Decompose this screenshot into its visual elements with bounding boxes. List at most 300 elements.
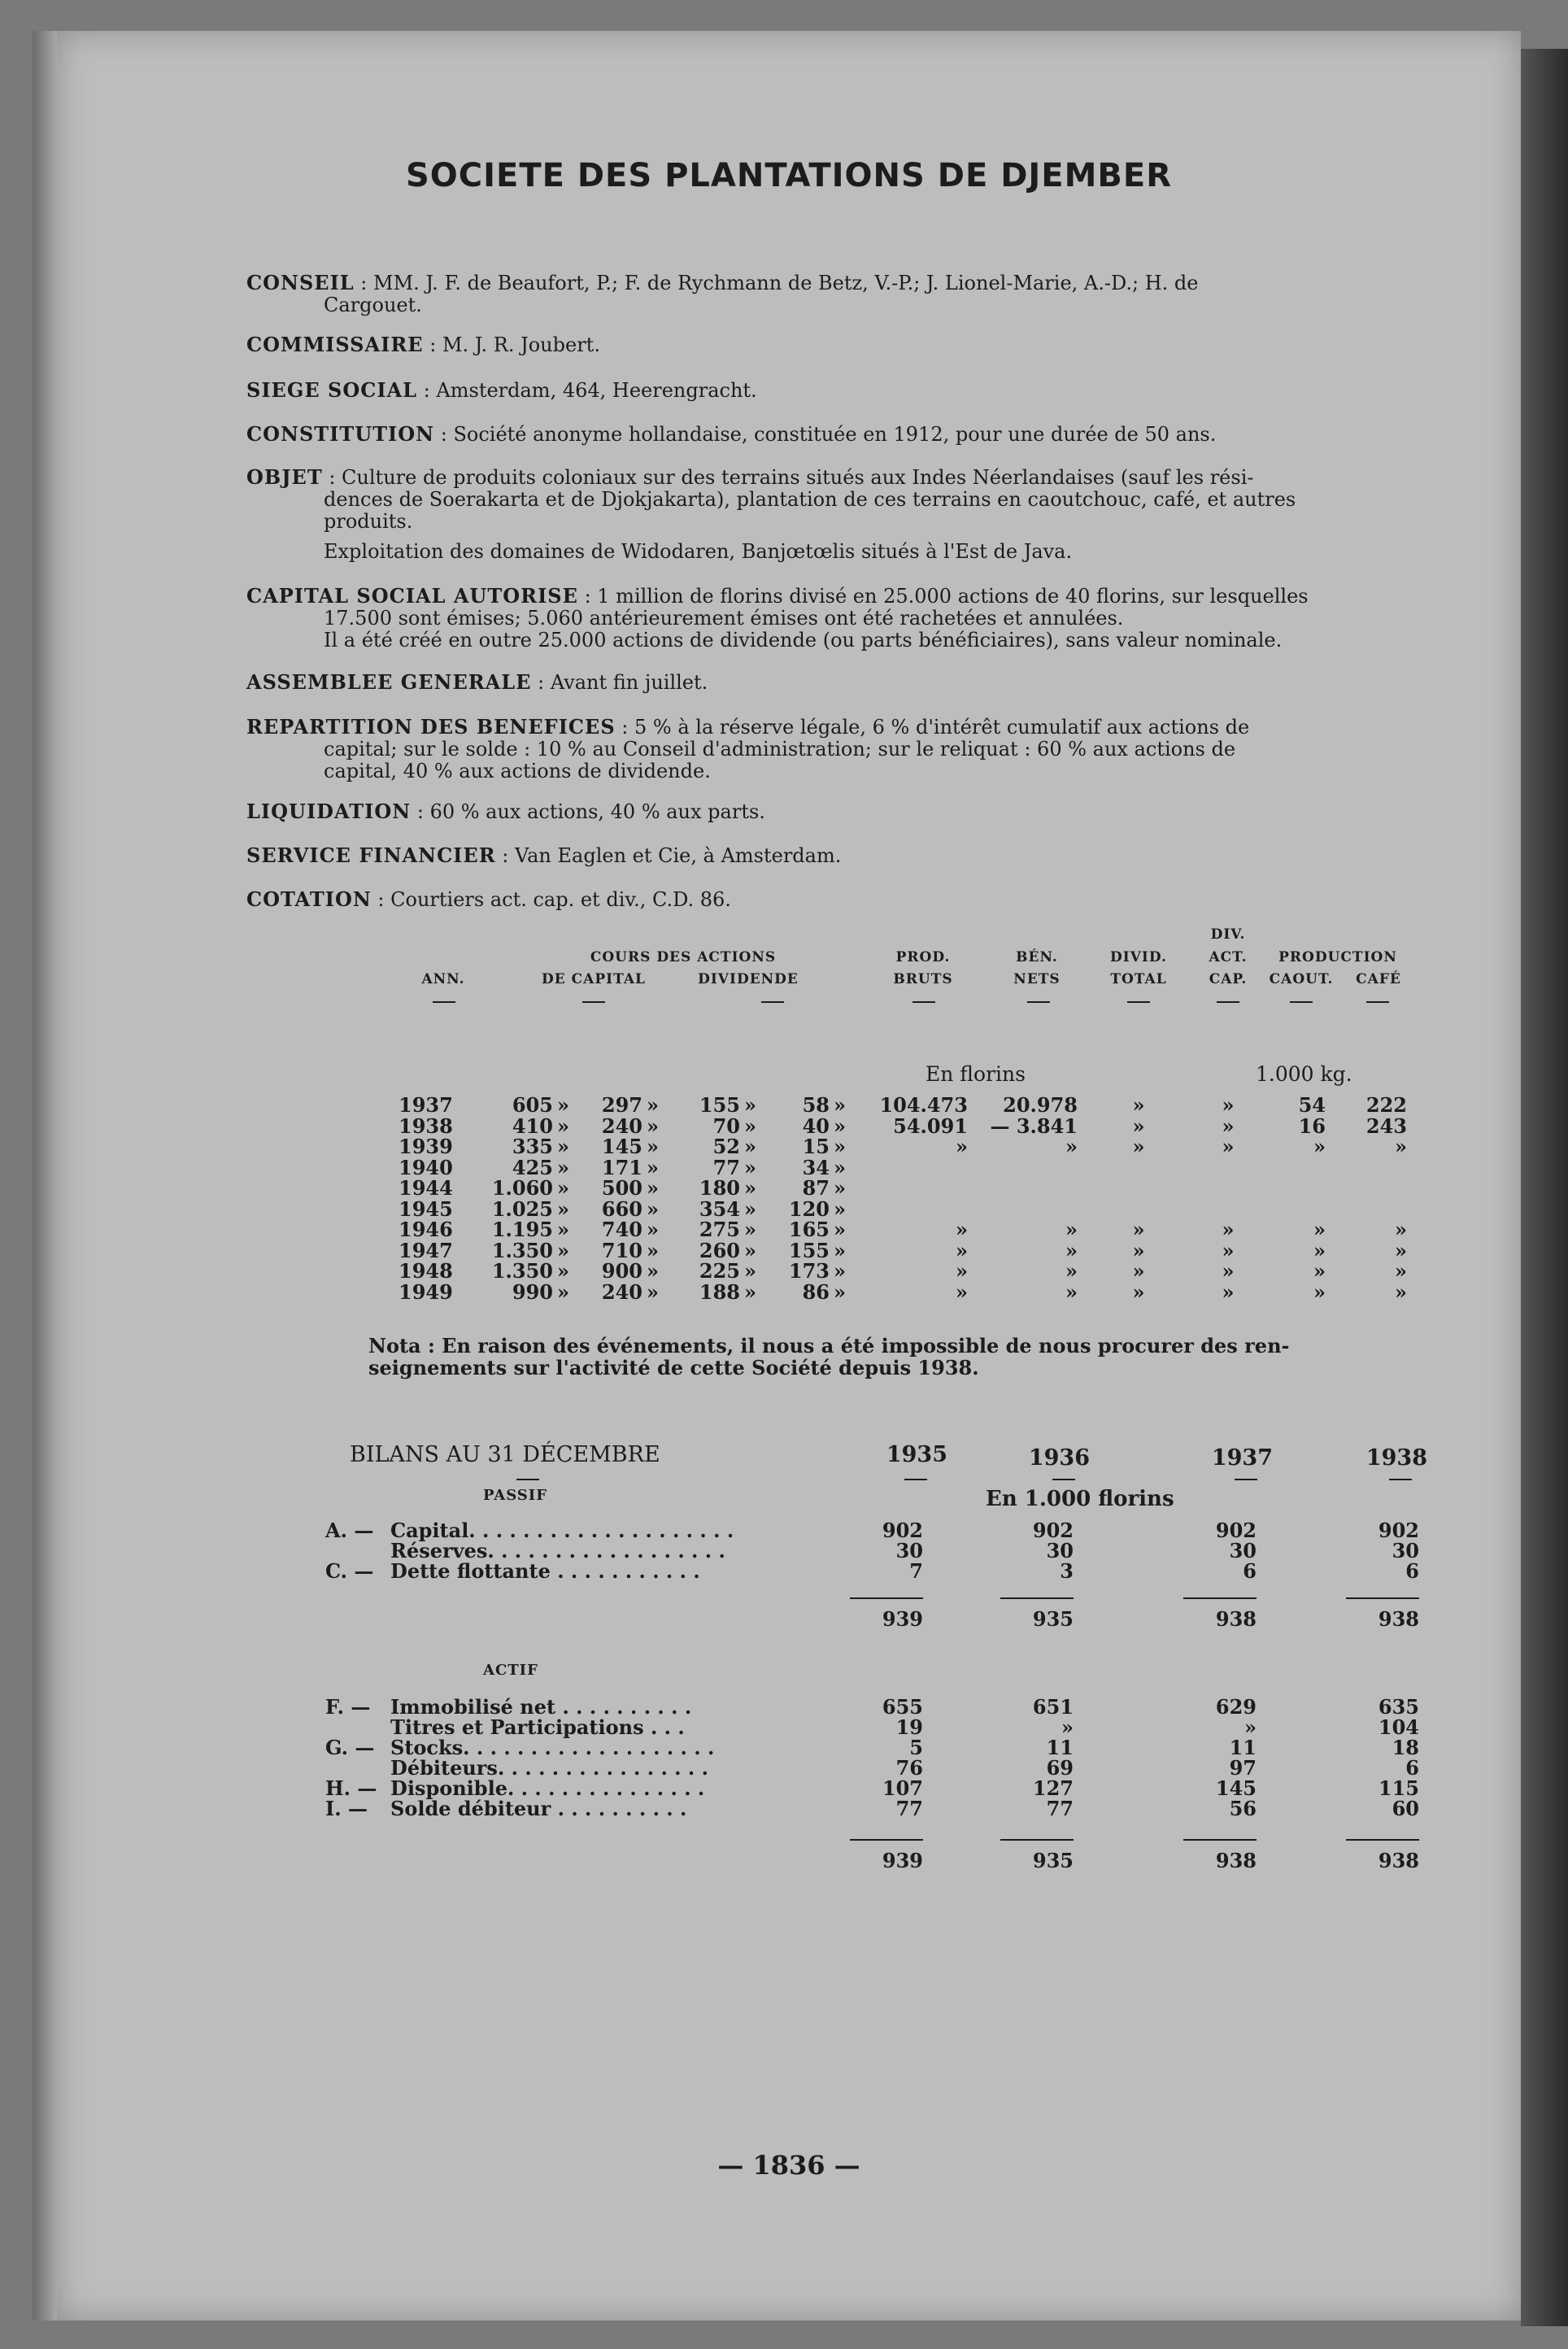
table-cell: 173	[788, 1259, 830, 1283]
table-cell: »	[557, 1093, 569, 1117]
table-cell: »	[1222, 1135, 1235, 1158]
table-cell: 145	[601, 1135, 642, 1158]
table-cell: »	[834, 1135, 846, 1158]
header-rule	[912, 1001, 935, 1003]
year-rule	[1389, 1479, 1412, 1480]
header-cap: CAP.	[1209, 971, 1248, 987]
table-cell: 1938	[399, 1113, 453, 1138]
table-cell: 188	[699, 1279, 740, 1304]
table-cell: »	[647, 1238, 659, 1262]
document-page	[57, 31, 1521, 2321]
table-cell: »	[557, 1113, 569, 1138]
header-bruts: BRUTS	[893, 971, 953, 987]
table-cell: »	[557, 1259, 569, 1283]
table-cell: »	[1132, 1238, 1145, 1262]
table-cell: »	[647, 1093, 659, 1117]
table-cell: »	[744, 1135, 756, 1158]
table-cell: 15	[802, 1135, 830, 1158]
unit-kg: 1.000 kg.	[1256, 1062, 1352, 1086]
row-value: 60	[1392, 1797, 1419, 1820]
balance-row	[57, 1776, 1521, 1798]
row-value: 30	[895, 1539, 923, 1562]
table-cell: 86	[802, 1279, 830, 1304]
table-cell: »	[1222, 1218, 1235, 1241]
table-cell: »	[1065, 1259, 1078, 1283]
table-row	[57, 1176, 1521, 1200]
table-row	[57, 1156, 1521, 1177]
table-cell: 40	[802, 1113, 830, 1138]
header-ben: BÉN.	[1016, 949, 1058, 965]
table-cell: 1.350	[491, 1259, 553, 1283]
row-value: 19	[895, 1715, 923, 1739]
total-rule	[1183, 1839, 1257, 1841]
table-cell: »	[956, 1279, 968, 1304]
table-cell: 225	[699, 1259, 740, 1283]
row-value: 11	[1229, 1736, 1257, 1759]
paragraph-key: COMMISSAIRE	[246, 333, 424, 356]
paragraph-text: Amsterdam, 464, Heerengracht.	[436, 379, 757, 402]
table-cell: 120	[788, 1196, 830, 1221]
row-label: Solde débiteur . . . . . . . . . .	[390, 1797, 687, 1820]
table-cell: 425	[512, 1155, 553, 1179]
table-cell: »	[647, 1218, 659, 1241]
row-value: 107	[882, 1776, 923, 1800]
table-cell: 20.978	[1003, 1093, 1078, 1117]
table-row	[57, 1113, 1521, 1138]
table-cell: »	[834, 1155, 846, 1179]
table-cell: 34	[802, 1155, 830, 1179]
table-cell: »	[1222, 1259, 1235, 1283]
row-label: Débiteurs. . . . . . . . . . . . . . . .	[390, 1756, 708, 1780]
total-row	[57, 1607, 1521, 1631]
row-value: 902	[1378, 1519, 1419, 1542]
row-value: 30	[1392, 1539, 1419, 1562]
paragraph-continuation: 17.500 sont émises; 5.060 antérieurement émises ont été rachetées et annulées.	[324, 607, 1124, 630]
table-cell: 740	[601, 1218, 642, 1241]
table-cell: »	[557, 1176, 569, 1200]
table-cell: »	[1132, 1113, 1145, 1138]
paragraph-key: SIEGE SOCIAL	[246, 378, 418, 402]
total-rule	[1183, 1597, 1257, 1599]
row-code: C. —	[325, 1559, 374, 1583]
table-cell: 243	[1365, 1113, 1407, 1138]
paragraph-text: MM. J. F. de Beaufort, P.; F. de Rychmann de Betz, V.-P.; J. Lionel-Marie, A.-D.; H. de	[373, 272, 1199, 294]
table-cell: 70	[712, 1113, 740, 1138]
table-cell: 275	[699, 1218, 740, 1241]
table-cell: »	[1395, 1259, 1407, 1283]
year-rule	[904, 1479, 927, 1480]
table-cell: »	[1132, 1259, 1145, 1283]
table-cell: »	[647, 1155, 659, 1179]
row-value: 145	[1215, 1776, 1257, 1800]
header-rule	[1290, 1001, 1313, 1003]
paragraph-key: CONSEIL	[246, 271, 355, 294]
table-cell: 180	[699, 1176, 740, 1200]
table-cell: 77	[712, 1155, 740, 1179]
table-row	[57, 1135, 1521, 1156]
row-value: 11	[1046, 1736, 1074, 1759]
table-cell: »	[956, 1135, 968, 1158]
table-cell: »	[1132, 1218, 1145, 1241]
row-value: 629	[1215, 1695, 1257, 1719]
table-cell: — 3.841	[990, 1113, 1078, 1138]
paragraph-key: CAPITAL SOCIAL AUTORISE	[246, 584, 578, 608]
paragraph-text: 60 % aux actions, 40 % aux parts.	[429, 800, 765, 823]
info-paragraph	[246, 541, 1523, 563]
row-value: 902	[1032, 1519, 1074, 1542]
paragraph-continuation: dences de Soerakarta et de Djokjakarta), plantation de ces terrains en caoutchouc, café, et autres	[324, 488, 1296, 511]
balance-row	[57, 1539, 1521, 1560]
table-cell: 335	[512, 1135, 553, 1158]
total-rule	[1346, 1597, 1419, 1599]
paragraph-text: Courtiers act. cap. et div., C.D. 86.	[390, 888, 731, 911]
row-value: 6	[1405, 1756, 1419, 1780]
table-cell: 240	[601, 1113, 642, 1138]
table-cell: 1946	[399, 1218, 453, 1241]
row-value: 30	[1229, 1539, 1257, 1562]
table-cell: 104.473	[879, 1093, 968, 1117]
table-row	[57, 1196, 1521, 1221]
table-cell: »	[647, 1113, 659, 1138]
table-cell: »	[744, 1218, 756, 1241]
row-label: Capital. . . . . . . . . . . . . . . . . . . .	[390, 1519, 734, 1542]
table-cell: »	[557, 1135, 569, 1158]
info-paragraph: CAPITAL SOCIAL AUTORISE : 1 million de florins divisé en 25.000 actions de 40 florins, sur lesquelles 17.500 sont émises; 5.060 antérieurement émises ont été rachetées et annulées. Il a été créé en outre 25.000 actions de dividende (ou parts bénéficiaires), sans valeur nominale.	[246, 585, 1523, 652]
paragraph-continuation: capital, 40 % aux actions de dividende.	[324, 760, 711, 782]
row-value: 7	[909, 1559, 923, 1583]
header-cafe: CAFÉ	[1356, 971, 1401, 987]
total-rule	[850, 1597, 923, 1599]
table-cell: 1945	[399, 1196, 453, 1221]
total-rule	[1000, 1597, 1074, 1599]
table-cell: »	[1222, 1093, 1235, 1117]
bilans-title: BILANS AU 31 DÉCEMBRE	[350, 1442, 660, 1467]
table-cell: »	[1132, 1279, 1145, 1304]
table-cell: »	[834, 1238, 846, 1262]
header-caout: CAOUT.	[1269, 971, 1334, 987]
balance-row	[57, 1736, 1521, 1757]
table-cell: »	[1395, 1135, 1407, 1158]
header-de-capital: DE CAPITAL	[542, 971, 646, 987]
paragraph-continuation: capital; sur le solde : 10 % au Conseil d'administration; sur le reliquat : 60 % aux actions de	[324, 738, 1236, 760]
table-cell: 1.350	[491, 1238, 553, 1262]
title-rule	[516, 1479, 539, 1480]
year-1936: 1936	[1028, 1445, 1090, 1471]
table-cell: 260	[699, 1238, 740, 1262]
book-spine	[1521, 49, 1568, 2326]
table-row	[57, 1279, 1521, 1304]
header-divid: DIVID.	[1110, 949, 1167, 965]
paragraph-key: COTATION	[246, 887, 372, 911]
row-label: Titres et Participations . . .	[390, 1715, 685, 1739]
info-paragraph: SERVICE FINANCIER : Van Eaglen et Cie, à Amsterdam.	[246, 843, 842, 867]
table-cell: »	[1065, 1279, 1078, 1304]
table-cell: »	[956, 1238, 968, 1262]
paragraph-text: 1 million de florins divisé en 25.000 actions de 40 florins, sur lesquelles	[597, 585, 1309, 608]
table-cell: 990	[512, 1279, 553, 1304]
row-value: 97	[1229, 1756, 1257, 1780]
info-paragraph: LIQUIDATION : 60 % aux actions, 40 % aux parts.	[246, 800, 765, 823]
table-cell: »	[956, 1218, 968, 1241]
table-cell: 222	[1365, 1093, 1407, 1117]
page-left-edge	[33, 31, 57, 2321]
table-cell: 240	[601, 1279, 642, 1304]
paragraph-text: Avant fin juillet.	[550, 671, 708, 694]
year-1938: 1938	[1365, 1445, 1427, 1471]
total-value: 938	[1215, 1849, 1257, 1872]
total-rule	[1346, 1839, 1419, 1841]
table-cell: 710	[601, 1238, 642, 1262]
paragraph-key: SERVICE FINANCIER	[246, 843, 496, 867]
table-cell: 1.025	[491, 1196, 553, 1221]
table-cell: 87	[802, 1176, 830, 1200]
total-value: 938	[1215, 1607, 1257, 1631]
table-cell: »	[647, 1279, 659, 1304]
header-act: ACT.	[1209, 949, 1248, 965]
row-value: 127	[1032, 1776, 1074, 1800]
table-cell: »	[834, 1279, 846, 1304]
row-value: 115	[1378, 1776, 1419, 1800]
total-row	[57, 1849, 1521, 1870]
header-prod: PROD.	[895, 949, 951, 965]
table-cell: »	[1313, 1259, 1326, 1283]
table-cell: »	[1222, 1238, 1235, 1262]
info-paragraph: COMMISSAIRE : M. J. R. Joubert.	[246, 333, 600, 356]
total-rule	[850, 1839, 923, 1841]
row-value: 651	[1032, 1695, 1074, 1719]
row-value: 902	[882, 1519, 923, 1542]
row-value: 104	[1378, 1715, 1419, 1739]
row-value: »	[1061, 1715, 1074, 1739]
header-rule	[433, 1001, 455, 1003]
table-cell: 605	[512, 1093, 553, 1117]
row-value: 56	[1229, 1797, 1257, 1820]
table-cell: »	[1065, 1218, 1078, 1241]
table-cell: »	[834, 1196, 846, 1221]
table-row	[57, 1218, 1521, 1239]
row-code: A. —	[325, 1519, 374, 1542]
table-cell: »	[1313, 1135, 1326, 1158]
table-cell: »	[647, 1176, 659, 1200]
page-number: — 1836 —	[717, 2150, 860, 2181]
table-cell: »	[557, 1279, 569, 1304]
table-cell: 354	[699, 1196, 740, 1221]
table-row	[57, 1093, 1521, 1117]
info-paragraph: COTATION : Courtiers act. cap. et div., C.D. 86.	[246, 887, 731, 911]
table-cell: 410	[512, 1113, 553, 1138]
header-rule	[1217, 1001, 1239, 1003]
paragraph-text: 5 % à la réserve légale, 6 % d'intérêt cumulatif aux actions de	[634, 716, 1250, 739]
header-rule	[582, 1001, 605, 1003]
table-cell: 297	[601, 1093, 642, 1117]
header-nets: NETS	[1013, 971, 1061, 987]
passif-label: PASSIF	[483, 1487, 547, 1504]
table-cell: »	[834, 1113, 846, 1138]
table-row	[57, 1239, 1521, 1260]
table-cell: »	[744, 1238, 756, 1262]
row-value: 3	[1060, 1559, 1074, 1583]
table-cell: 1937	[399, 1093, 453, 1117]
balance-row	[57, 1695, 1521, 1719]
table-cell: »	[1395, 1279, 1407, 1304]
table-cell: 16	[1298, 1113, 1326, 1138]
row-label: Immobilisé net . . . . . . . . . .	[390, 1695, 692, 1719]
table-cell: 1939	[399, 1135, 453, 1158]
row-label: Réserves. . . . . . . . . . . . . . . . . .	[390, 1539, 725, 1562]
paragraph-continuation: Il a été créé en outre 25.000 actions de dividende (ou parts bénéficiaires), sans valeur nominale.	[324, 629, 1283, 652]
table-cell: »	[834, 1176, 846, 1200]
table-cell: »	[1313, 1279, 1326, 1304]
table-cell: 54.091	[893, 1113, 968, 1138]
table-cell: »	[1222, 1279, 1235, 1304]
total-value: 935	[1032, 1607, 1074, 1631]
paragraph-key: OBJET	[246, 465, 323, 489]
paragraph-text: Van Eaglen et Cie, à Amsterdam.	[514, 844, 842, 867]
table-cell: 165	[788, 1218, 830, 1241]
row-label: Disponible. . . . . . . . . . . . . . .	[390, 1776, 705, 1800]
row-code: H. —	[325, 1776, 377, 1800]
info-paragraph: ASSEMBLEE GENERALE : Avant fin juillet.	[246, 670, 708, 694]
header-rule	[1127, 1001, 1150, 1003]
paragraph-continuation: Cargouet.	[324, 294, 422, 316]
table-cell: »	[834, 1259, 846, 1283]
nota-line-1: Nota : En raison des événements, il nous a été impossible de nous procurer des ren-	[368, 1334, 1290, 1358]
table-cell: 1947	[399, 1238, 453, 1262]
table-cell: »	[1222, 1113, 1235, 1138]
nota-line-2: seignements sur l'activité de cette Société depuis 1938.	[368, 1356, 979, 1379]
total-value: 938	[1378, 1607, 1419, 1631]
table-cell: »	[834, 1093, 846, 1117]
balance-row	[57, 1797, 1521, 1818]
paragraph-text: Exploitation des domaines de Widodaren, Banjœtœlis situés à l'Est de Java.	[324, 540, 1073, 563]
table-cell: 1940	[399, 1155, 453, 1179]
table-cell: »	[557, 1238, 569, 1262]
table-cell: »	[744, 1093, 756, 1117]
table-cell: »	[1395, 1218, 1407, 1241]
table-cell: »	[1132, 1093, 1145, 1117]
total-rule	[1000, 1839, 1074, 1841]
info-paragraph: REPARTITION DES BENEFICES : 5 % à la réserve légale, 6 % d'intérêt cumulatif aux actions de capital; sur le solde : 10 % au Conseil d'administration; sur le reliquat : 60 % aux actions de capital, 40 % aux actions de dividende.	[246, 716, 1523, 782]
row-code: F. —	[325, 1695, 371, 1719]
info-paragraph: CONSTITUTION : Société anonyme hollandaise, constituée en 1912, pour une durée de 50 ans.	[246, 422, 1217, 446]
table-cell: »	[1132, 1135, 1145, 1158]
table-cell: »	[744, 1259, 756, 1283]
table-cell: 500	[601, 1176, 642, 1200]
header-cours: COURS DES ACTIONS	[590, 949, 777, 965]
row-value: »	[1244, 1715, 1257, 1739]
table-cell: 155	[788, 1238, 830, 1262]
table-cell: 1944	[399, 1176, 453, 1200]
header-rule	[1366, 1001, 1389, 1003]
table-cell: »	[1313, 1238, 1326, 1262]
row-value: 18	[1392, 1736, 1419, 1759]
header-dividende: DIVIDENDE	[698, 971, 799, 987]
table-cell: »	[744, 1113, 756, 1138]
balance-row	[57, 1559, 1521, 1583]
header-rule	[1027, 1001, 1050, 1003]
row-value: 6	[1243, 1559, 1257, 1583]
page-title: SOCIETE DES PLANTATIONS DE DJEMBER	[405, 157, 1173, 194]
table-cell: »	[557, 1218, 569, 1241]
table-cell: 1948	[399, 1259, 453, 1283]
table-cell: »	[744, 1196, 756, 1221]
total-value: 938	[1378, 1849, 1419, 1872]
row-value: 77	[1046, 1797, 1074, 1820]
row-label: Dette flottante . . . . . . . . . . .	[390, 1559, 700, 1583]
paragraph-text: Société anonyme hollandaise, constituée en 1912, pour une durée de 50 ans.	[453, 423, 1217, 446]
table-cell: »	[1065, 1238, 1078, 1262]
table-cell: »	[956, 1259, 968, 1283]
table-cell: »	[1313, 1218, 1326, 1241]
total-value: 939	[882, 1849, 923, 1872]
table-cell: 900	[601, 1259, 642, 1283]
bilans-unit: En 1.000 florins	[986, 1487, 1174, 1511]
header-total: TOTAL	[1110, 971, 1167, 987]
table-cell: 54	[1298, 1093, 1326, 1117]
paragraph-key: REPARTITION DES BENEFICES	[246, 715, 616, 739]
table-cell: 155	[699, 1093, 740, 1117]
info-paragraph: OBJET : Culture de produits coloniaux sur des terrains situés aux Indes Néerlandaises (sauf les rési- dences de Soerakarta et de Djokjakarta), plantation de ces terrains en caoutchouc, café, et autres produits.	[246, 466, 1523, 533]
table-cell: »	[557, 1155, 569, 1179]
row-value: 30	[1046, 1539, 1074, 1562]
header-ann: ANN.	[421, 971, 465, 987]
table-cell: 58	[802, 1093, 830, 1117]
row-value: 655	[882, 1695, 923, 1719]
paragraph-key: LIQUIDATION	[246, 800, 412, 823]
table-cell: »	[647, 1196, 659, 1221]
actif-label: ACTIF	[483, 1662, 538, 1679]
paragraph-continuation: produits.	[324, 510, 413, 533]
row-value: 69	[1046, 1756, 1074, 1780]
row-value: 76	[895, 1756, 923, 1780]
table-cell: »	[1065, 1135, 1078, 1158]
paragraph-text: Culture de produits coloniaux sur des terrains situés aux Indes Néerlandaises (sauf les rési-	[342, 466, 1254, 489]
header-production: PRODUCTION	[1278, 949, 1397, 965]
paragraph-text: M. J. R. Joubert.	[442, 333, 600, 356]
table-cell: »	[1395, 1238, 1407, 1262]
row-value: 77	[895, 1797, 923, 1820]
year-rule	[1235, 1479, 1257, 1480]
header-div: DIV.	[1210, 926, 1246, 943]
info-paragraph: SIEGE SOCIAL : Amsterdam, 464, Heerengracht.	[246, 378, 757, 402]
row-code: G. —	[325, 1736, 375, 1759]
total-value: 935	[1032, 1849, 1074, 1872]
table-cell: 1949	[399, 1279, 453, 1304]
table-row	[57, 1259, 1521, 1283]
balance-row	[57, 1519, 1521, 1540]
table-cell: »	[557, 1196, 569, 1221]
table-cell: »	[744, 1155, 756, 1179]
table-cell: »	[834, 1218, 846, 1241]
table-cell: 1.060	[491, 1176, 553, 1200]
table-cell: 660	[601, 1196, 642, 1221]
row-value: 902	[1215, 1519, 1257, 1542]
year-1937: 1937	[1211, 1445, 1273, 1471]
row-label: Stocks. . . . . . . . . . . . . . . . . . .	[390, 1736, 715, 1759]
row-value: 635	[1378, 1695, 1419, 1719]
table-cell: »	[744, 1279, 756, 1304]
row-value: 5	[909, 1736, 923, 1759]
year-1935: 1935	[886, 1442, 947, 1467]
row-value: 6	[1405, 1559, 1419, 1583]
table-cell: »	[647, 1259, 659, 1283]
total-value: 939	[882, 1607, 923, 1631]
unit-florins: En florins	[926, 1062, 1026, 1086]
balance-row	[57, 1756, 1521, 1780]
year-rule	[1052, 1479, 1075, 1480]
table-cell: 52	[712, 1135, 740, 1158]
row-code: I. —	[325, 1797, 368, 1820]
